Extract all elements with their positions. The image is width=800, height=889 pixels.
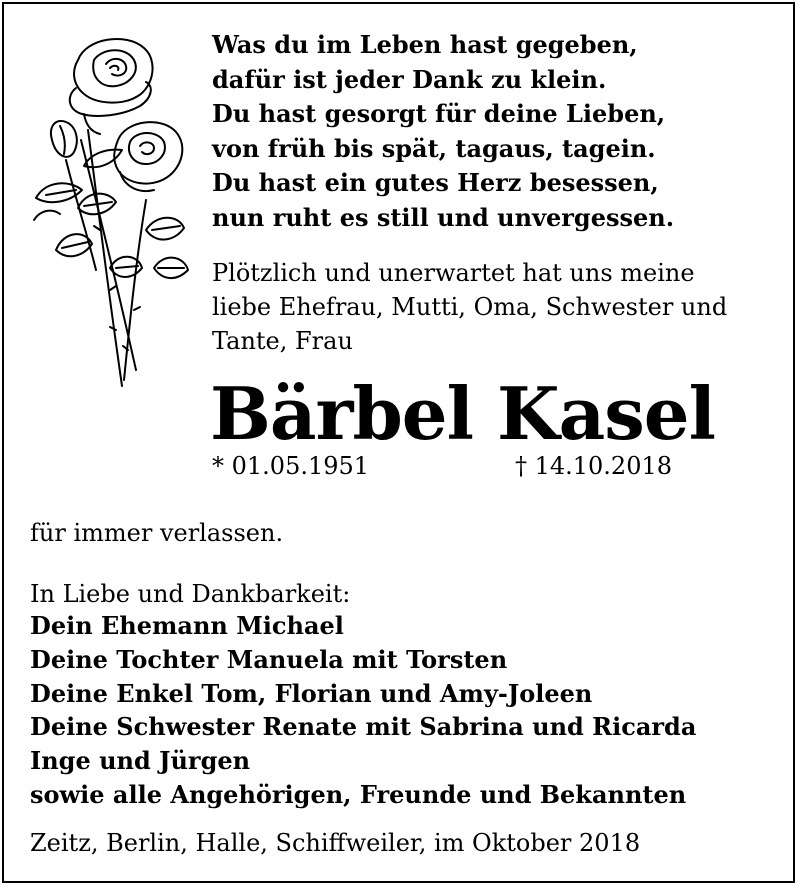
dank-heading: In Liebe und Dankbarkeit: bbox=[30, 580, 351, 608]
poem-line: von früh bis spät, tagaus, tagein. bbox=[212, 133, 656, 163]
place-date: Zeitz, Berlin, Halle, Schiffweiler, im Oktober 2018 bbox=[30, 829, 641, 857]
poem-line: Du hast gesorgt für deine Lieben, bbox=[212, 99, 666, 128]
intro-line: Plötzlich und unerwartet hat uns meine bbox=[212, 259, 695, 287]
intro-line: liebe Ehefrau, Mutti, Oma, Schwester und bbox=[212, 293, 728, 321]
family-entry: Deine Enkel Tom, Florian und Amy-Joleen bbox=[30, 678, 593, 708]
family-entry: sowie alle Angehörigen, Freunde und Bekannten bbox=[30, 779, 687, 809]
intro-line: Tante, Frau bbox=[212, 327, 353, 355]
family-entry: Deine Schwester Renate mit Sabrina und Ricarda bbox=[30, 712, 697, 742]
poem-line: dafür ist jeder Dank zu klein. bbox=[212, 64, 607, 94]
rose-icon bbox=[26, 30, 196, 390]
family-entry: Inge und Jürgen bbox=[30, 746, 251, 776]
intro-text bbox=[212, 256, 782, 358]
family-entry: Deine Tochter Manuela mit Torsten bbox=[30, 644, 508, 674]
poem-line: Was du im Leben hast gegeben, bbox=[212, 30, 638, 59]
forever-text: für immer verlassen. bbox=[30, 519, 284, 547]
family-entry: Dein Ehemann Michael bbox=[30, 611, 344, 640]
poem bbox=[212, 28, 782, 235]
poem-line: nun ruht es still und unvergessen. bbox=[212, 202, 675, 232]
poem-line: Du hast ein gutes Herz besessen, bbox=[212, 168, 659, 197]
family-list bbox=[30, 609, 780, 812]
death-date: † 14.10.2018 bbox=[514, 452, 672, 480]
deceased-name: Bärbel Kasel bbox=[210, 371, 715, 456]
birth-date: * 01.05.1951 bbox=[212, 452, 370, 480]
